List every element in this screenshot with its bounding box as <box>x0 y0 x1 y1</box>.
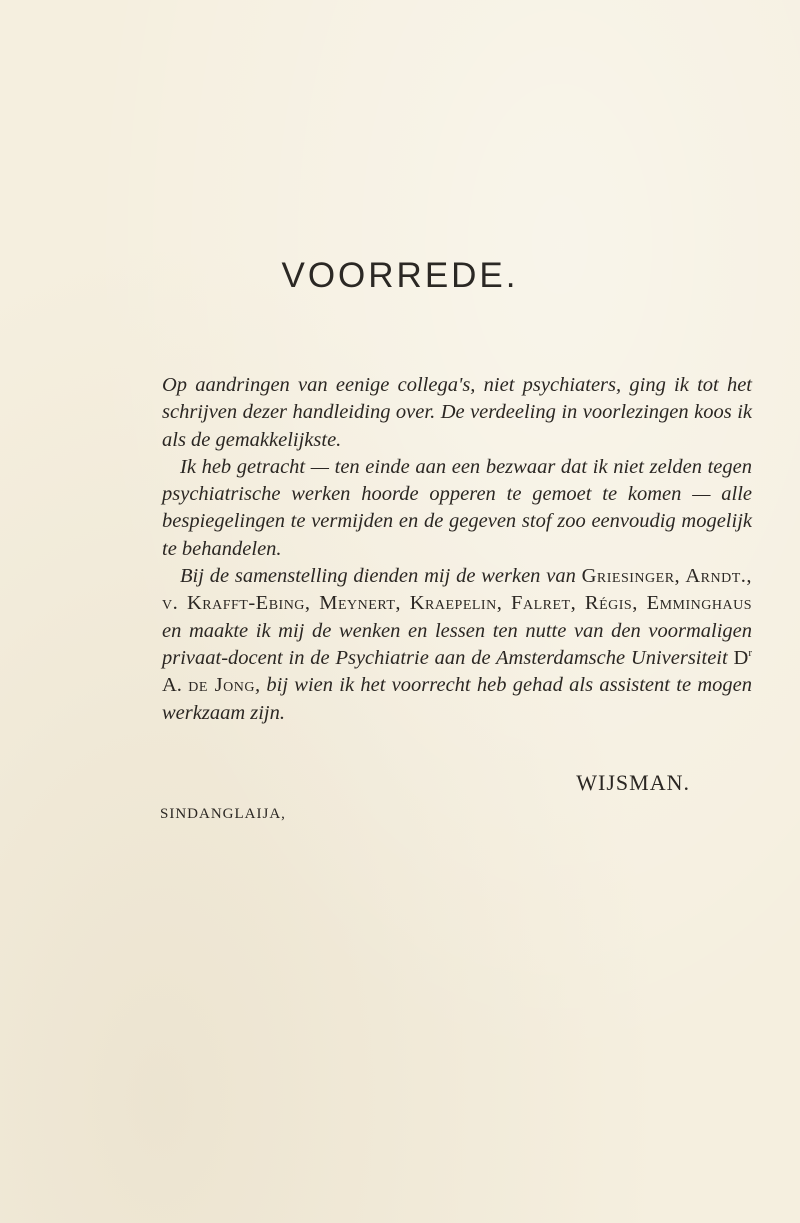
text-segment: D <box>733 646 749 669</box>
place-name: SINDANGLAIJA, <box>160 806 286 822</box>
text-segment: , bij wien ik het voorrecht heb gehad als assistent te mogen werkzaam zijn. <box>162 674 752 724</box>
preface-paragraph <box>162 372 752 454</box>
text-segment: Bij de samenstelling dienden mij de werken van <box>180 565 582 588</box>
text-segment: Op aandringen van eenige collega's, niet psychiaters, ging ik tot het schrijven dezer handleiding over. De verdeeling in voorlezingen koos ik als de gemakkelijkste. <box>162 374 752 451</box>
text-segment: A. <box>162 674 189 697</box>
preface-body <box>162 372 752 727</box>
text-segment: en maakte ik mij de wenken en lessen ten nutte van den voormaligen privaat-docent in de Psychiatrie aan de Amsterdamsche Universiteit <box>162 619 752 669</box>
author-signature: WIJSMAN. <box>576 770 690 795</box>
text-segment: r <box>748 647 752 660</box>
text-segment: Griesinger, Arndt., v. Krafft-Ebing, Meynert, Kraepelin, Falret, Régis, Emminghaus <box>162 565 752 615</box>
preface-paragraph <box>162 454 752 563</box>
page-title: VOORREDE. <box>281 256 519 295</box>
text-segment: de Jong <box>188 674 255 697</box>
preface-paragraph <box>162 563 752 727</box>
text-segment: Ik heb getracht — ten einde aan een bezwaar dat ik niet zelden tegen psychiatrische werken hoorde opperen te gemoet te komen — alle bespiegelingen te vermijden en de gegeven stof zoo eenvoudig mogelijk te behandelen. <box>162 455 752 560</box>
